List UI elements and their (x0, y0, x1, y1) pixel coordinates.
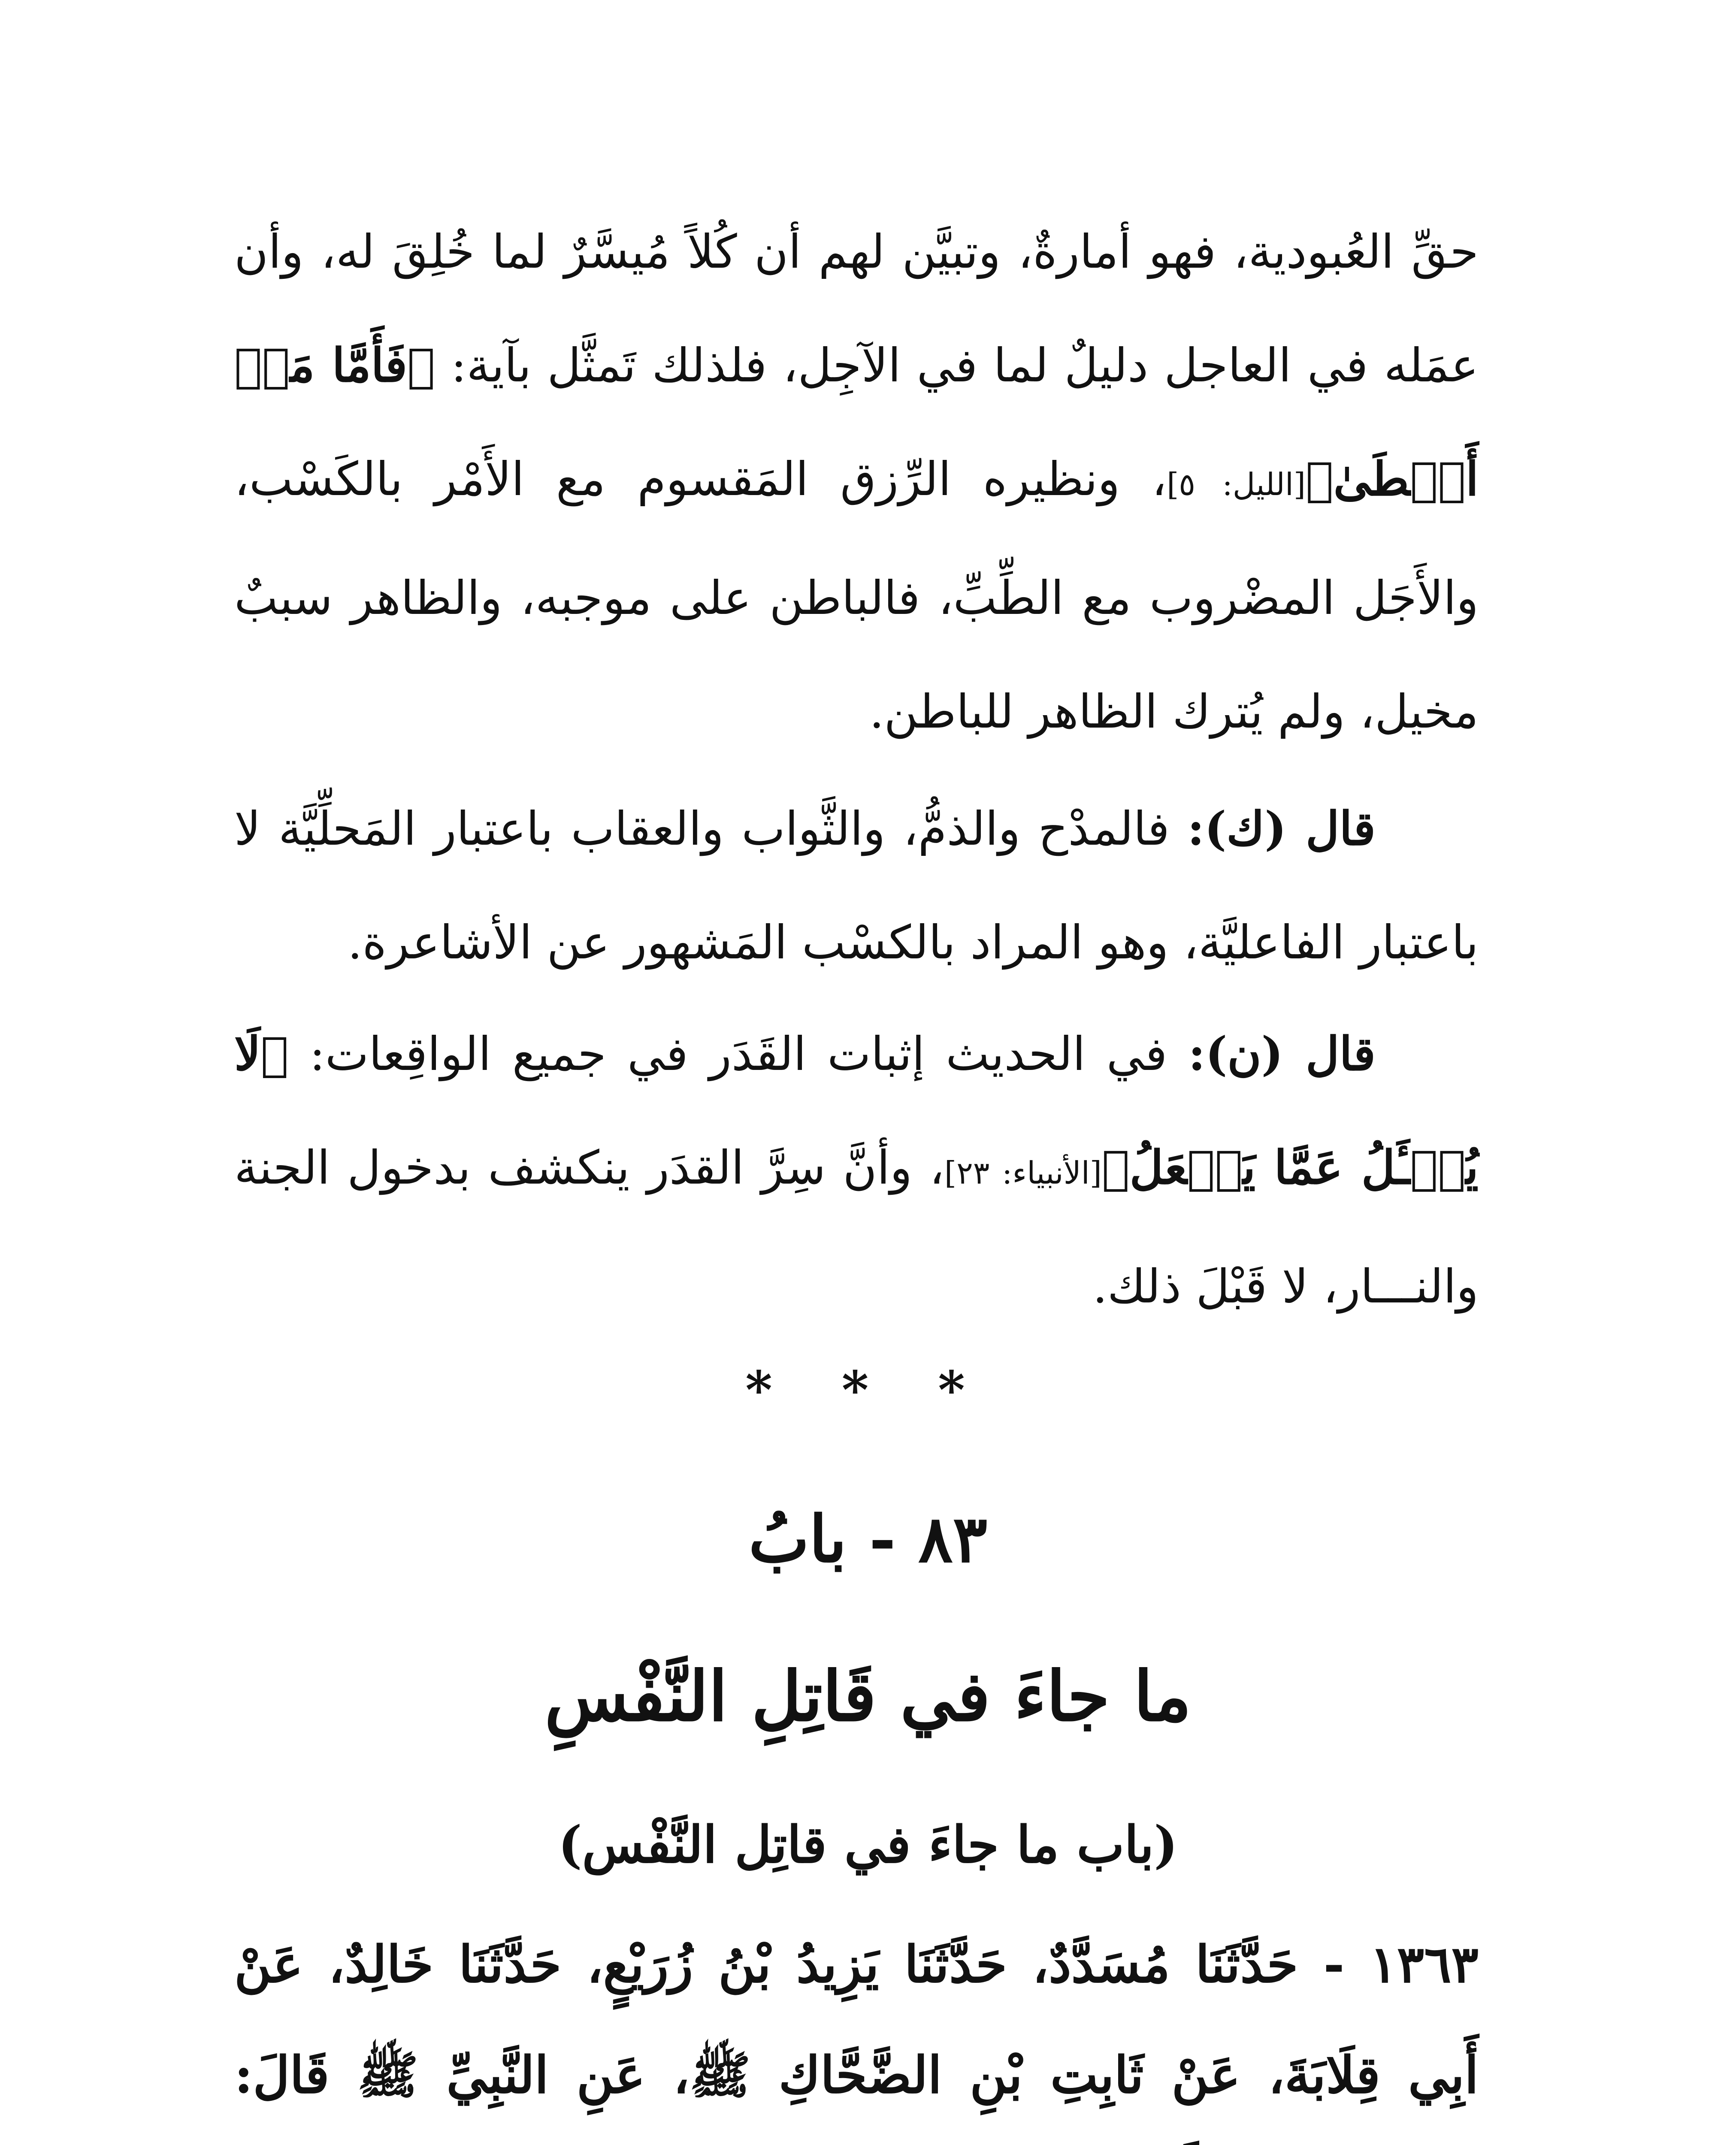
commentator-label: قال (ك): (1187, 802, 1376, 856)
commentator-label: قال (ن): (1188, 1027, 1376, 1081)
commentary-paragraph-2 (234, 772, 1479, 1000)
quran-reference: [الليل: ٥] (1167, 466, 1306, 502)
section-separator: * * * (745, 1360, 991, 1420)
commentary-text: ، وأنَّ سِرَّ القدَر ينكشف بدخول الجنة والنـــار، لا قَبْلَ ذلك. (234, 1141, 1479, 1314)
chapter-number: ٨٣ - بابُ (748, 1502, 988, 1577)
commentary-text: ، ونظيره الرِّزق المَقسوم مع الأَمْر بالكَسْب، والأَجَل المضْروب مع الطِّبِّ، فالباطن على موجبه، والظاهر سببٌ مخيل، ولم يُترك الظاهر للباطن. (234, 453, 1479, 739)
hadith-text: ١٣٦٣ - حَدَّثَنَا مُسَدَّدٌ، حَدَّثَنَا يَزِيدُ بْنُ زُرَيْعٍ، حَدَّثَنَا خَالِدٌ، عَنْ أَبِي قِلَابَةَ، عَنْ ثَابِتِ بْنِ الضَّحَّاكِ ﷺ، عَنِ النَّبِيِّ ﷺ قَالَ: (234, 1934, 1479, 2105)
chapter-title: ما جاءَ في قَاتِلِ النَّفْسِ (544, 1656, 1192, 1737)
commentary-paragraph-1 (234, 195, 1479, 769)
commentary-text: فالمدْح والذمُّ، والثَّواب والعقاب باعتبار المَحلِّيَّة لا باعتبار الفاعليَّة، وهو المراد بالكسْب المَشهور عن الأشاعرة. (234, 802, 1479, 970)
quran-quote: ﴿فَأَمَّا مَنۡ أَعۡطَىٰ﴾ (234, 338, 1479, 506)
quran-quote: ﴿لَا يُسۡـَٔلُ عَمَّا يَفۡعَلُ﴾ (234, 1027, 1479, 1195)
commentary-text: حقِّ العُبودية، فهو أمارةٌ، وتبيَّن لهم أن كُلاً مُيسَّرٌ لما خُلِقَ له، وأن عمَله في العاجل دليلٌ لما في الآجِل، فلذلك تَمثَّل بآية: (234, 225, 1479, 393)
quran-reference: [الأنبياء: ٢٣] (944, 1155, 1102, 1191)
chapter-subtitle: (باب ما جاءَ في قاتِل النَّفْس) (558, 1815, 1178, 1874)
commentary-paragraph-3 (234, 997, 1479, 1344)
commentary-text: في الحديث إثبات القَدَر في جميع الواقِعات: (288, 1027, 1189, 1081)
